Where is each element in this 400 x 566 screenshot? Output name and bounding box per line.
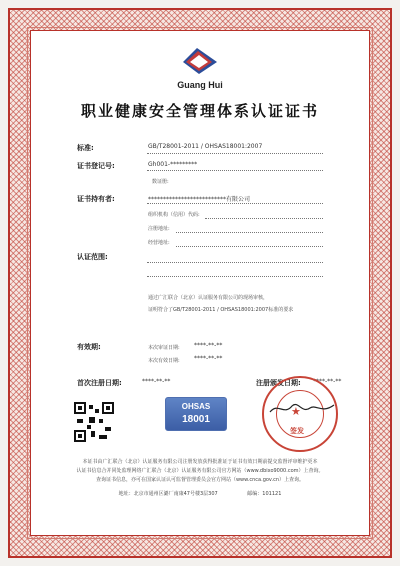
standard-label: 标准: [77,144,94,152]
company-logo [179,44,221,76]
certificate-number-label: 证书登记号: [77,162,115,170]
brand-name: Guang Hui [177,80,223,90]
footer-line-1: 本证书由广汇联合（北京）认证服务有限公司注册发放获得批准证于证书有效日期前提交监督评审维护更本 [82,459,318,465]
registered-address-line [176,232,323,233]
ohsas-mark-top: OHSAS [181,402,211,411]
footer-line-2: 认证书信息合并同处监理网络广汇联合（北京）认证服务有限公司官方网站（www.dbixo9000.com）上查询。 [76,468,324,474]
qr-code [73,401,115,443]
validity-label: 有效期: [77,343,101,351]
footer-line-3: 查询证书信息，亦可在国家认证认可监督管理委员会官方网站（www.cnca.gov.cn）上查询。 [95,477,305,483]
first-registration-value: ****-**-** [142,378,171,385]
holder-label: 证书持有者: [77,195,115,203]
expiry-date-value: ****-**-** [194,355,223,362]
audit-date-value: ****-**-** [194,342,223,349]
footer-address: 地址：北京市通州区潞厂南康47号楼3层307 [118,491,218,497]
audit-date-label: 本次审证日期: [148,345,180,351]
ohsas-certification-mark [165,397,227,431]
organization-code-line [205,218,323,219]
certificate-title: 职业健康安全管理体系认证证书 [80,102,319,120]
first-registration-label: 首次注册日期: [77,379,122,387]
footer-postcode: 邮编：101121 [247,491,282,497]
seal-star-icon: ★ [291,405,301,418]
organization-code-label: 组织机构（信用）代码: [148,212,200,218]
operating-address-label: 经营地址: [148,240,170,246]
certificate-number-value: Gh001-********* [148,161,198,168]
ohsas-mark-bottom: 18001 [182,414,210,425]
scope-line-2 [147,276,323,277]
statement-line-2: 证明符合了GB/T28001-2011 / OHSAS18001:2007标准的要求 [148,307,294,313]
current-registration-label: 注册颁发日期: [256,379,301,387]
seal-label: 签发 [290,427,304,435]
expiry-date-label: 本次有效日期: [148,358,180,364]
statement-line-1: 通过广汇联合（北京）认证服务有限公司的现场审核， [148,295,269,301]
standard-underline [147,153,323,154]
standard-value: GB/T28001-2011 / OHSAS18001:2007 [148,143,263,150]
current-registration-value: ****-**-** [313,378,342,385]
signature [268,400,338,418]
operating-address-line [176,246,323,247]
count-label: 数证册: [152,179,169,185]
scope-label: 认证范围: [77,253,108,261]
certificate-number-underline [147,170,323,171]
scope-line-1 [147,262,323,263]
holder-underline [147,203,323,204]
registered-address-label: 注册地址: [148,226,170,232]
footer-address-row [0,490,400,497]
holder-value: **************************有限公司 [148,196,251,203]
